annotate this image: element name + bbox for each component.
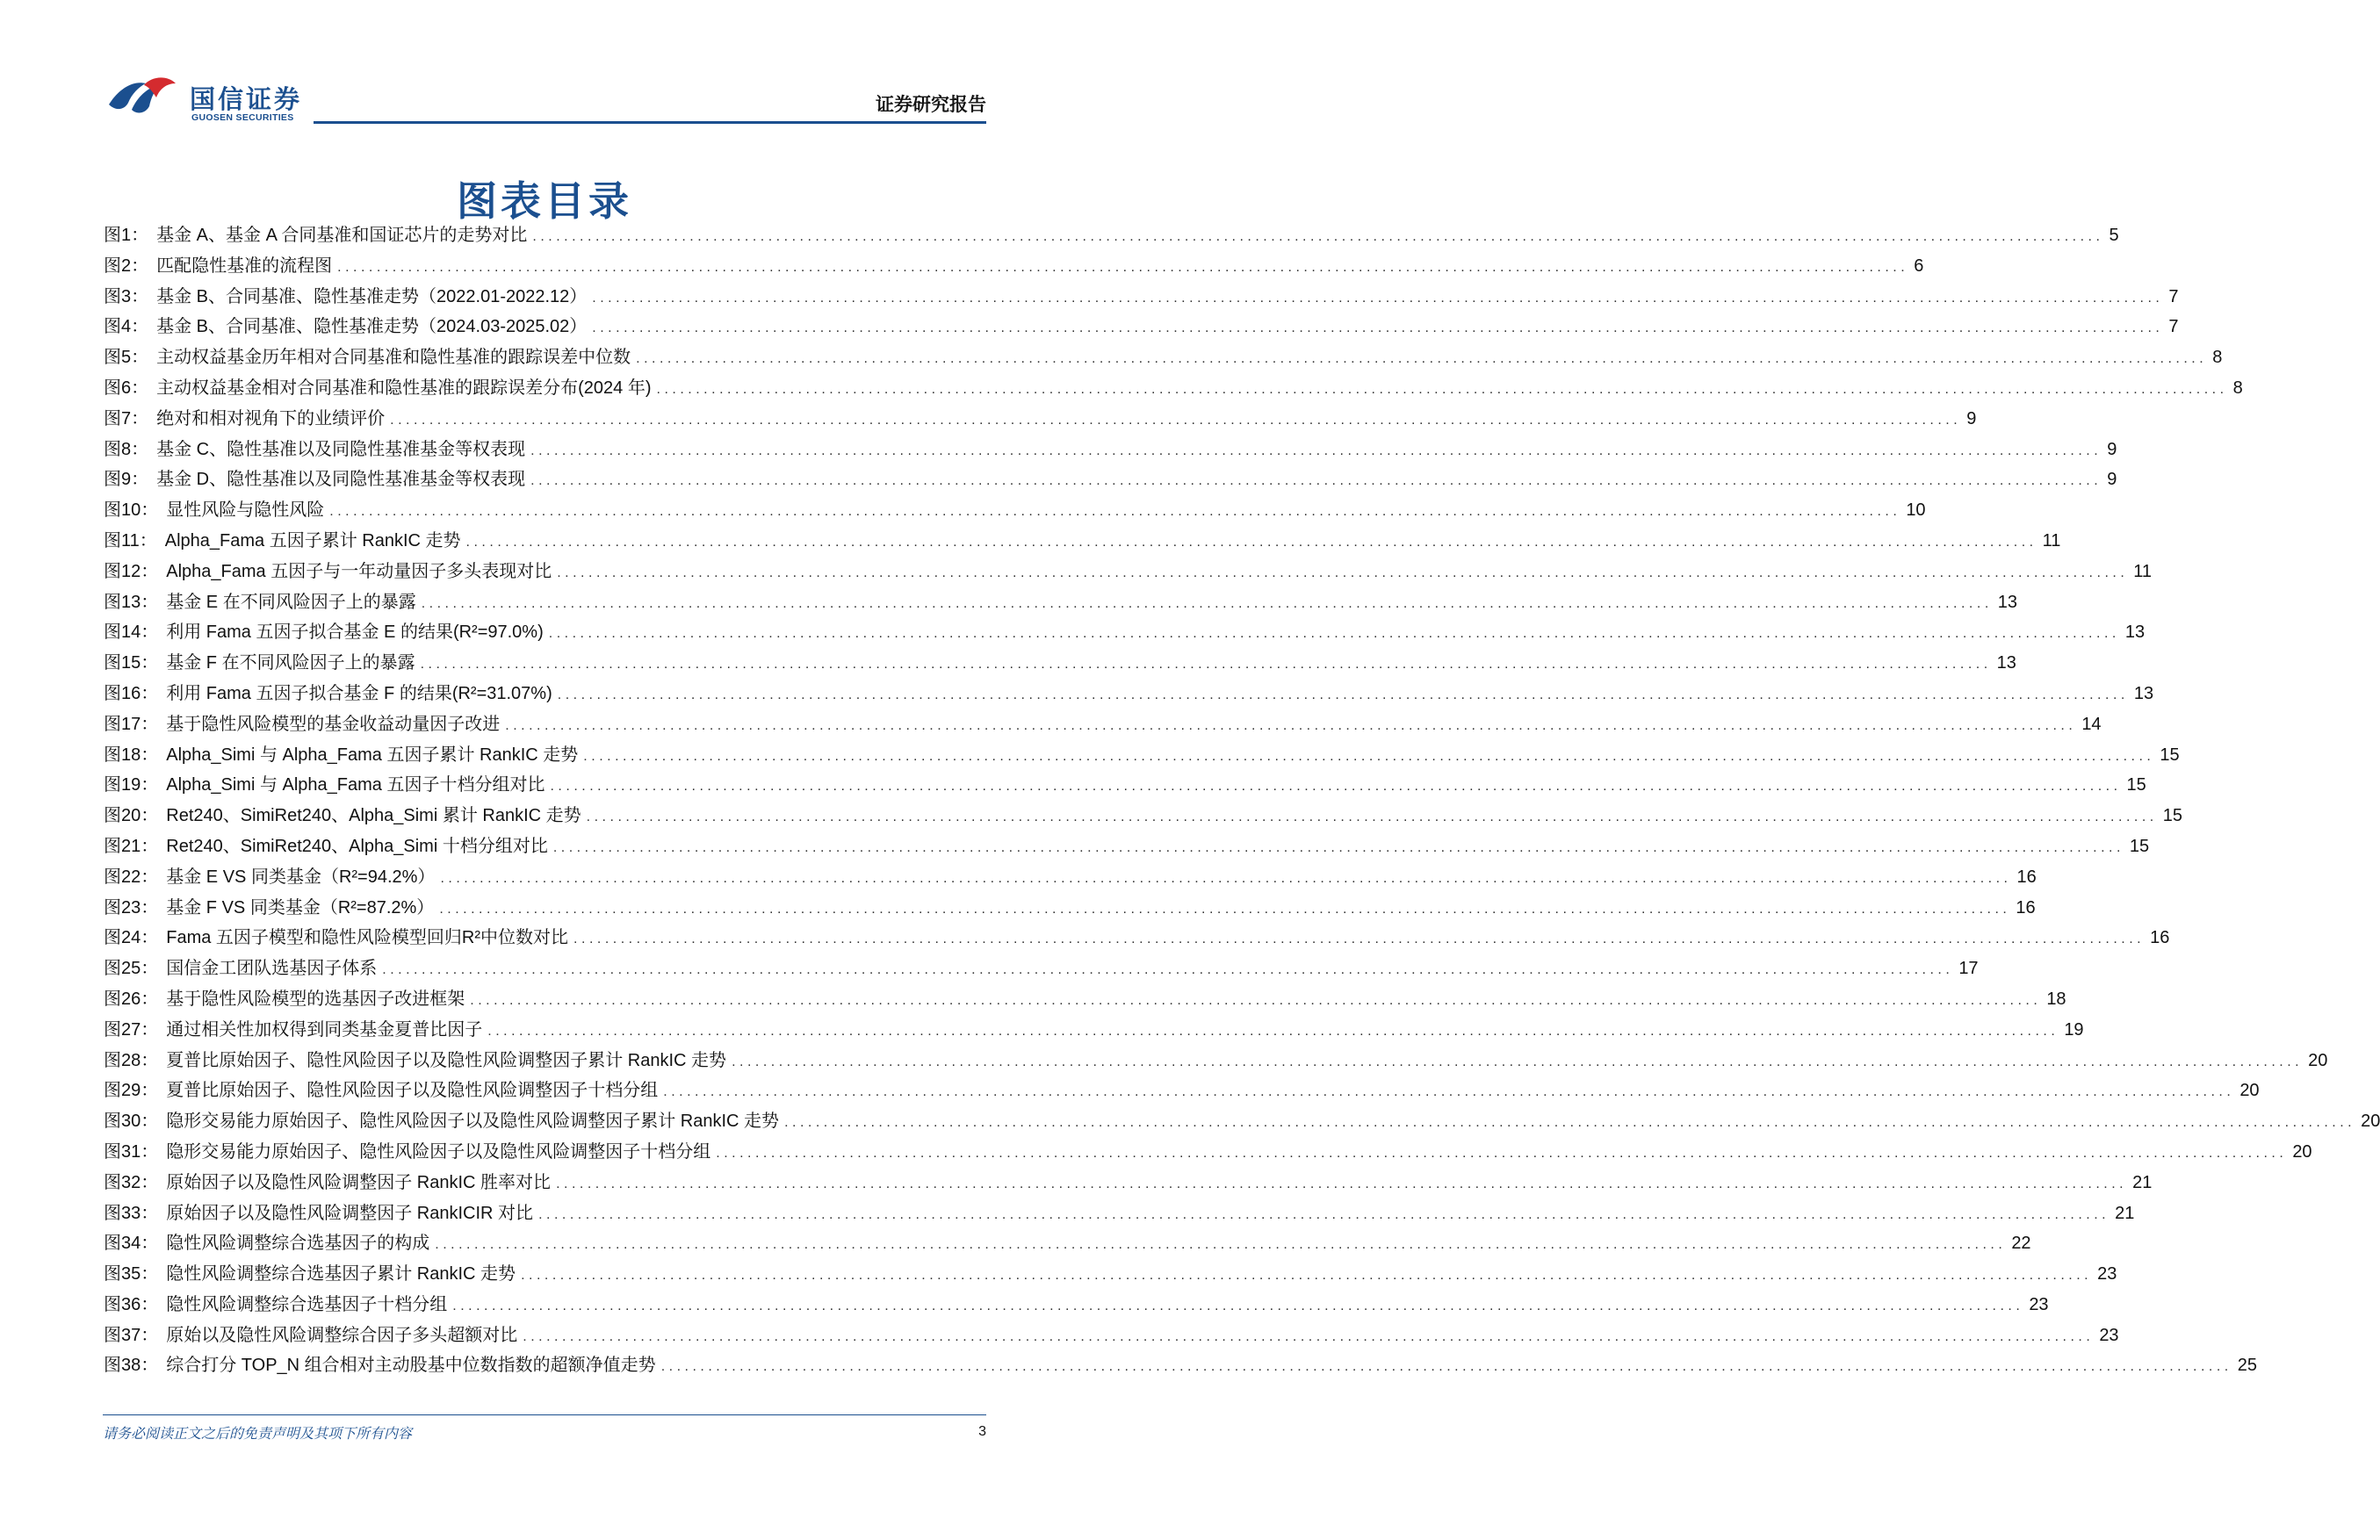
toc-entry-page: 11 (2133, 561, 2153, 581)
toc-dot-leader: ........................................................................................................................................................................................................ (656, 381, 2228, 397)
page-number: 3 (978, 1424, 986, 1439)
toc-entry-page: 9 (2107, 439, 2117, 459)
toc-entry-label: 图22： (104, 867, 159, 887)
toc-entry-page: 20 (2239, 1081, 2260, 1101)
toc-dot-leader: ........................................................................................................................................................................................................ (421, 595, 1993, 611)
toc-dot-leader: ........................................................................................................................................................................................................ (452, 1298, 2024, 1313)
toc-entry-label: 图8： (104, 439, 149, 459)
toc-dot-leader: ........................................................................................................................................................................................................ (550, 779, 2122, 795)
toc-entry-title: 隐性风险调整综合选基因子累计 RankIC 走势 (166, 1264, 516, 1285)
toc-entry-page: 23 (2099, 1325, 2119, 1345)
toc-entry-label: 图5： (104, 348, 149, 368)
toc-entry-title: 利用 Fama 五因子拟合基金 F 的结果(R²=31.07%) (166, 683, 552, 703)
toc-entry-page: 21 (2132, 1172, 2153, 1192)
toc-entry-page: 8 (2212, 348, 2223, 368)
toc-entry-title: Ret240、SimiRet240、Alpha_Simi 十档分组对比 (166, 836, 548, 856)
toc-dot-leader: ........................................................................................................................................................................................................ (557, 565, 2129, 580)
toc-entry-title: 基金 F VS 同类基金（R²=87.2%） (166, 897, 435, 918)
toc-entry-label: 图28： (104, 1050, 159, 1070)
toc-entry[interactable] (104, 1046, 2328, 1076)
guosen-logo-mark-icon (105, 75, 184, 119)
toc-entry[interactable] (104, 1015, 2084, 1046)
toc-entry-page: 16 (2016, 897, 2036, 918)
toc-entry-page: 13 (2133, 683, 2154, 703)
toc-entry[interactable] (104, 282, 2179, 313)
toc-entry-page: 22 (2011, 1234, 2031, 1254)
toc-dot-leader: ........................................................................................................................................................................................................ (439, 901, 2011, 917)
toc-dot-leader: ........................................................................................................................................................................................................ (663, 1084, 2235, 1100)
toc-entry[interactable] (104, 1168, 2153, 1198)
toc-entry-label: 图20： (104, 806, 159, 826)
toc-dot-leader: ........................................................................................................................................................................................................ (636, 351, 2208, 367)
toc-entry-title: 国信金工团队选基因子体系 (166, 959, 378, 979)
toc-entry-page: 25 (2237, 1356, 2257, 1376)
toc-entry[interactable] (104, 679, 2154, 709)
toc-entry-title: 基金 B、合同基准、隐性基准走势（2022.01-2022.12） (156, 286, 588, 306)
toc-entry-page: 13 (1996, 653, 2016, 673)
toc-entry-title: 基于隐性风险模型的选基因子改进框架 (166, 989, 465, 1009)
toc-dot-leader: ........................................................................................................................................................................................................ (732, 1054, 2304, 1069)
toc-entry-page: 21 (2115, 1203, 2135, 1223)
toc-entry-label: 图19： (104, 775, 159, 795)
toc-dot-leader: ........................................................................................................................................................................................................ (382, 962, 1954, 978)
toc-entry-title: 隐形交易能力原始因子、隐性风险因子以及隐性风险调整因子累计 RankIC 走势 (166, 1112, 780, 1132)
toc-entry[interactable] (104, 526, 2061, 557)
toc-entry-page: 23 (2029, 1294, 2049, 1314)
toc-dot-leader: ........................................................................................................................................................................................................ (592, 320, 2164, 336)
toc-entry-page: 15 (2160, 745, 2180, 765)
toc-entry[interactable] (104, 435, 2117, 465)
toc-entry-label: 图15： (104, 653, 159, 673)
toc-entry-page: 9 (1966, 408, 1977, 428)
toc-entry-label: 图12： (104, 561, 159, 581)
toc-entry[interactable] (104, 404, 1977, 435)
toc-entry-label: 图4： (104, 317, 149, 337)
toc-dot-leader: ........................................................................................................................................................................................................ (556, 1176, 2128, 1191)
toc-entry-title: 基金 E VS 同类基金（R²=94.2%） (166, 867, 436, 887)
toc-entry-title: 匹配隐性基准的流程图 (156, 255, 333, 276)
toc-entry-label: 图35： (104, 1264, 159, 1285)
toc-entry[interactable] (104, 342, 2223, 373)
toc-dot-leader: ........................................................................................................................................................................................................ (521, 1268, 2093, 1284)
toc-entry-label: 图2： (104, 255, 149, 276)
toc-dot-leader: ........................................................................................................................................................................................................ (435, 1237, 2007, 1253)
toc-dot-leader: ........................................................................................................................................................................................................ (586, 810, 2158, 825)
toc-entry-label: 图18： (104, 745, 159, 765)
toc-entry-title: Alpha_Fama 五因子累计 RankIC 走势 (164, 530, 461, 551)
toc-entry-title: 夏普比原始因子、隐性风险因子以及隐性风险调整因子累计 RankIC 走势 (166, 1050, 727, 1070)
toc-dot-leader: ........................................................................................................................................................................................................ (523, 1328, 2095, 1344)
toc-dot-leader: ........................................................................................................................................................................................................ (592, 290, 2164, 306)
toc-entry[interactable] (104, 648, 2016, 679)
toc-entry-label: 图34： (104, 1234, 159, 1254)
table-of-figures (104, 220, 2380, 1381)
toc-dot-leader: ........................................................................................................................................................................................................ (530, 473, 2102, 489)
logo-english-name: GUOSEN SECURITIES (191, 112, 294, 123)
toc-entry-page: 15 (2129, 836, 2150, 856)
toc-entry-label: 图29： (104, 1081, 159, 1101)
toc-entry[interactable] (104, 709, 2102, 740)
toc-entry-title: Fama 五因子模型和隐性风险模型回归R²中位数对比 (166, 928, 569, 948)
toc-dot-leader: ........................................................................................................................................................................................................ (784, 1115, 2356, 1131)
toc-entry-page: 23 (2097, 1264, 2117, 1285)
toc-entry-title: 通过相关性加权得到同类基金夏普比因子 (166, 1019, 483, 1040)
toc-dot-leader: ........................................................................................................................................................................................................ (390, 412, 1962, 428)
toc-entry-label: 图6： (104, 378, 149, 398)
toc-entry-title: 基金 C、隐性基准以及同隐性基准基金等权表现 (156, 439, 526, 459)
toc-entry[interactable] (104, 1321, 2119, 1351)
toc-entry-label: 图24： (104, 928, 159, 948)
toc-entry-page: 20 (2308, 1050, 2328, 1070)
toc-entry-title: 原始因子以及隐性风险调整因子 RankIC 胜率对比 (166, 1172, 552, 1192)
toc-dot-leader: ........................................................................................................................................................................................................ (337, 259, 1909, 275)
toc-entry-label: 图16： (104, 683, 159, 703)
guosen-logo (105, 75, 316, 127)
toc-entry-title: 原始因子以及隐性风险调整因子 RankICIR 对比 (166, 1203, 534, 1223)
toc-entry-page: 17 (1958, 959, 1979, 979)
toc-entry-title: 主动权益基金历年相对合同基准和隐性基准的跟踪误差中位数 (156, 348, 631, 368)
toc-dot-leader: ........................................................................................................................................................................................................ (487, 1023, 2059, 1039)
toc-entry-label: 图7： (104, 408, 149, 428)
toc-entry-title: 主动权益基金相对合同基准和隐性基准的跟踪误差分布(2024 年) (156, 378, 652, 398)
toc-entry-page: 19 (2064, 1019, 2084, 1040)
toc-entry-title: 基金 E 在不同风险因子上的暴露 (166, 592, 416, 612)
toc-entry-page: 16 (2016, 867, 2037, 887)
toc-entry[interactable] (104, 1198, 2135, 1229)
toc-entry-title: 显性风险与隐性风险 (166, 500, 325, 521)
toc-entry-page: 10 (1906, 500, 1926, 521)
toc-entry-label: 图13： (104, 592, 159, 612)
toc-entry-page: 7 (2168, 286, 2179, 306)
toc-entry[interactable] (104, 1290, 2049, 1321)
toc-entry-label: 图36： (104, 1294, 159, 1314)
toc-entry[interactable] (104, 373, 2243, 404)
toc-dot-leader: ........................................................................................................................................................................................................ (470, 992, 2042, 1008)
toc-dot-leader: ........................................................................................................................................................................................................ (557, 687, 2129, 702)
toc-entry[interactable] (104, 1137, 2312, 1168)
toc-entry-page: 5 (2109, 226, 2119, 245)
toc-entry-page: 6 (1914, 255, 1924, 276)
toc-entry-page: 13 (1997, 592, 2018, 612)
toc-entry-title: 利用 Fama 五因子拟合基金 E 的结果(R²=97.0%) (166, 622, 544, 643)
toc-entry-label: 图26： (104, 989, 159, 1009)
toc-entry-title: 综合打分 TOP_N 组合相对主动股基中位数指数的超额净值走势 (166, 1356, 656, 1376)
toc-entry-title: 基于隐性风险模型的基金收益动量因子改进 (166, 714, 501, 734)
toc-entry-label: 图30： (104, 1112, 159, 1132)
toc-entry[interactable] (104, 770, 2146, 801)
toc-entry-page: 20 (2361, 1112, 2380, 1132)
footer-divider (103, 1414, 986, 1415)
toc-entry-label: 图9： (104, 470, 149, 490)
footer-disclaimer: 请务必阅读正文之后的免责声明及其项下所有内容 (103, 1427, 413, 1442)
page-header (0, 0, 1089, 132)
toc-dot-leader: ........................................................................................................................................................................................................ (552, 839, 2124, 855)
toc-entry-title: 夏普比原始因子、隐性风险因子以及隐性风险调整因子十档分组 (166, 1081, 659, 1101)
toc-entry-page: 15 (2162, 806, 2182, 826)
toc-entry[interactable] (104, 1259, 2117, 1290)
toc-entry-page: 11 (2042, 530, 2061, 551)
toc-dot-leader: ........................................................................................................................................................................................................ (329, 504, 1901, 520)
toc-entry[interactable] (104, 862, 2037, 893)
logo-chinese-name: 国信证券 (190, 86, 303, 114)
toc-entry-title: Alpha_Simi 与 Alpha_Fama 五因子累计 RankIC 走势 (166, 745, 579, 765)
toc-dot-leader: ........................................................................................................................................................................................................ (440, 870, 2012, 886)
toc-entry[interactable] (104, 954, 1979, 984)
toc-entry[interactable] (104, 220, 2119, 251)
toc-entry-label: 图37： (104, 1325, 159, 1345)
toc-entry-label: 图11： (104, 530, 157, 551)
toc-dot-leader: ........................................................................................................................................................................................................ (716, 1145, 2288, 1161)
toc-entry[interactable] (104, 984, 2066, 1015)
toc-entry[interactable] (104, 495, 1926, 526)
toc-entry-page: 9 (2107, 470, 2117, 490)
toc-dot-leader: ........................................................................................................................................................................................................ (532, 229, 2104, 244)
toc-entry[interactable] (104, 587, 2018, 618)
toc-entry-title: 隐形交易能力原始因子、隐性风险因子以及隐性风险调整因子十档分组 (166, 1141, 711, 1162)
toc-entry[interactable] (104, 740, 2180, 771)
toc-entry-label: 图23： (104, 897, 159, 918)
toc-dot-leader: ........................................................................................................................................................................................................ (538, 1206, 2110, 1222)
toc-entry-label: 图1： (104, 226, 149, 245)
toc-entry-title: 原始以及隐性风险调整综合因子多头超额对比 (166, 1325, 518, 1345)
toc-entry-page: 16 (2150, 928, 2170, 948)
toc-entry-label: 图17： (104, 714, 159, 734)
toc-entry-label: 图10： (104, 500, 159, 521)
toc-entry[interactable] (104, 1076, 2260, 1106)
toc-entry-title: 基金 A、基金 A 合同基准和国证芯片的走势对比 (156, 226, 528, 245)
toc-dot-leader: ........................................................................................................................................................................................................ (573, 932, 2146, 947)
toc-entry-page: 20 (2292, 1141, 2312, 1162)
toc-entry-label: 图32： (104, 1172, 159, 1192)
toc-entry-title: 基金 B、合同基准、隐性基准走势（2024.03-2025.02） (156, 317, 588, 337)
toc-dot-leader: ........................................................................................................................................................................................................ (530, 443, 2102, 458)
toc-entry-page: 18 (2046, 989, 2066, 1009)
toc-entry[interactable] (104, 557, 2153, 587)
toc-entry[interactable] (104, 923, 2170, 954)
toc-dot-leader: ........................................................................................................................................................................................................ (660, 1359, 2232, 1375)
toc-entry-title: 隐性风险调整综合选基因子的构成 (166, 1234, 430, 1254)
toc-entry-title: 基金 D、隐性基准以及同隐性基准基金等权表现 (156, 470, 526, 490)
toc-entry-label: 图25： (104, 959, 159, 979)
toc-entry[interactable] (104, 801, 2182, 831)
toc-entry-label: 图38： (104, 1356, 159, 1376)
header-divider (314, 121, 986, 124)
toc-entry-title: 基金 F 在不同风险因子上的暴露 (166, 653, 415, 673)
toc-entry[interactable] (104, 1228, 2031, 1259)
toc-entry-label: 图3： (104, 286, 149, 306)
toc-entry-label: 图14： (104, 622, 159, 643)
toc-entry-label: 图31： (104, 1141, 159, 1162)
toc-entry[interactable] (104, 312, 2179, 342)
toc-entry-title: Ret240、SimiRet240、Alpha_Simi 累计 RankIC 走势 (166, 806, 581, 826)
toc-entry-page: 15 (2126, 775, 2146, 795)
toc-dot-leader: ........................................................................................................................................................................................................ (583, 748, 2155, 764)
toc-entry[interactable] (104, 831, 2150, 862)
report-type-label: 证券研究报告 (876, 95, 986, 115)
toc-dot-leader: ........................................................................................................................................................................................................ (465, 534, 2037, 550)
page-title: 图表目录 (457, 178, 632, 224)
toc-entry-page: 7 (2168, 317, 2179, 337)
toc-entry[interactable] (104, 1106, 2380, 1137)
toc-entry-label: 图27： (104, 1019, 159, 1040)
toc-entry[interactable] (104, 617, 2146, 648)
toc-entry-title: Alpha_Fama 五因子与一年动量因子多头表现对比 (166, 561, 552, 581)
toc-entry[interactable] (104, 464, 2117, 495)
toc-dot-leader: ........................................................................................................................................................................................................ (505, 717, 2077, 733)
toc-entry[interactable] (104, 893, 2036, 924)
toc-dot-leader: ........................................................................................................................................................................................................ (548, 626, 2120, 642)
toc-entry[interactable] (104, 251, 1924, 282)
toc-entry-title: Alpha_Simi 与 Alpha_Fama 五因子十档分组对比 (166, 775, 545, 795)
toc-entry-title: 绝对和相对视角下的业绩评价 (156, 408, 386, 428)
toc-entry-page: 13 (2124, 622, 2146, 643)
toc-entry-label: 图33： (104, 1203, 159, 1223)
toc-entry-page: 14 (2081, 714, 2102, 734)
toc-entry[interactable] (104, 1350, 2257, 1381)
toc-dot-leader: ........................................................................................................................................................................................................ (420, 657, 1992, 673)
toc-entry-label: 图21： (104, 836, 159, 856)
toc-entry-page: 8 (2232, 378, 2243, 398)
toc-entry-title: 隐性风险调整综合选基因子十档分组 (166, 1294, 448, 1314)
